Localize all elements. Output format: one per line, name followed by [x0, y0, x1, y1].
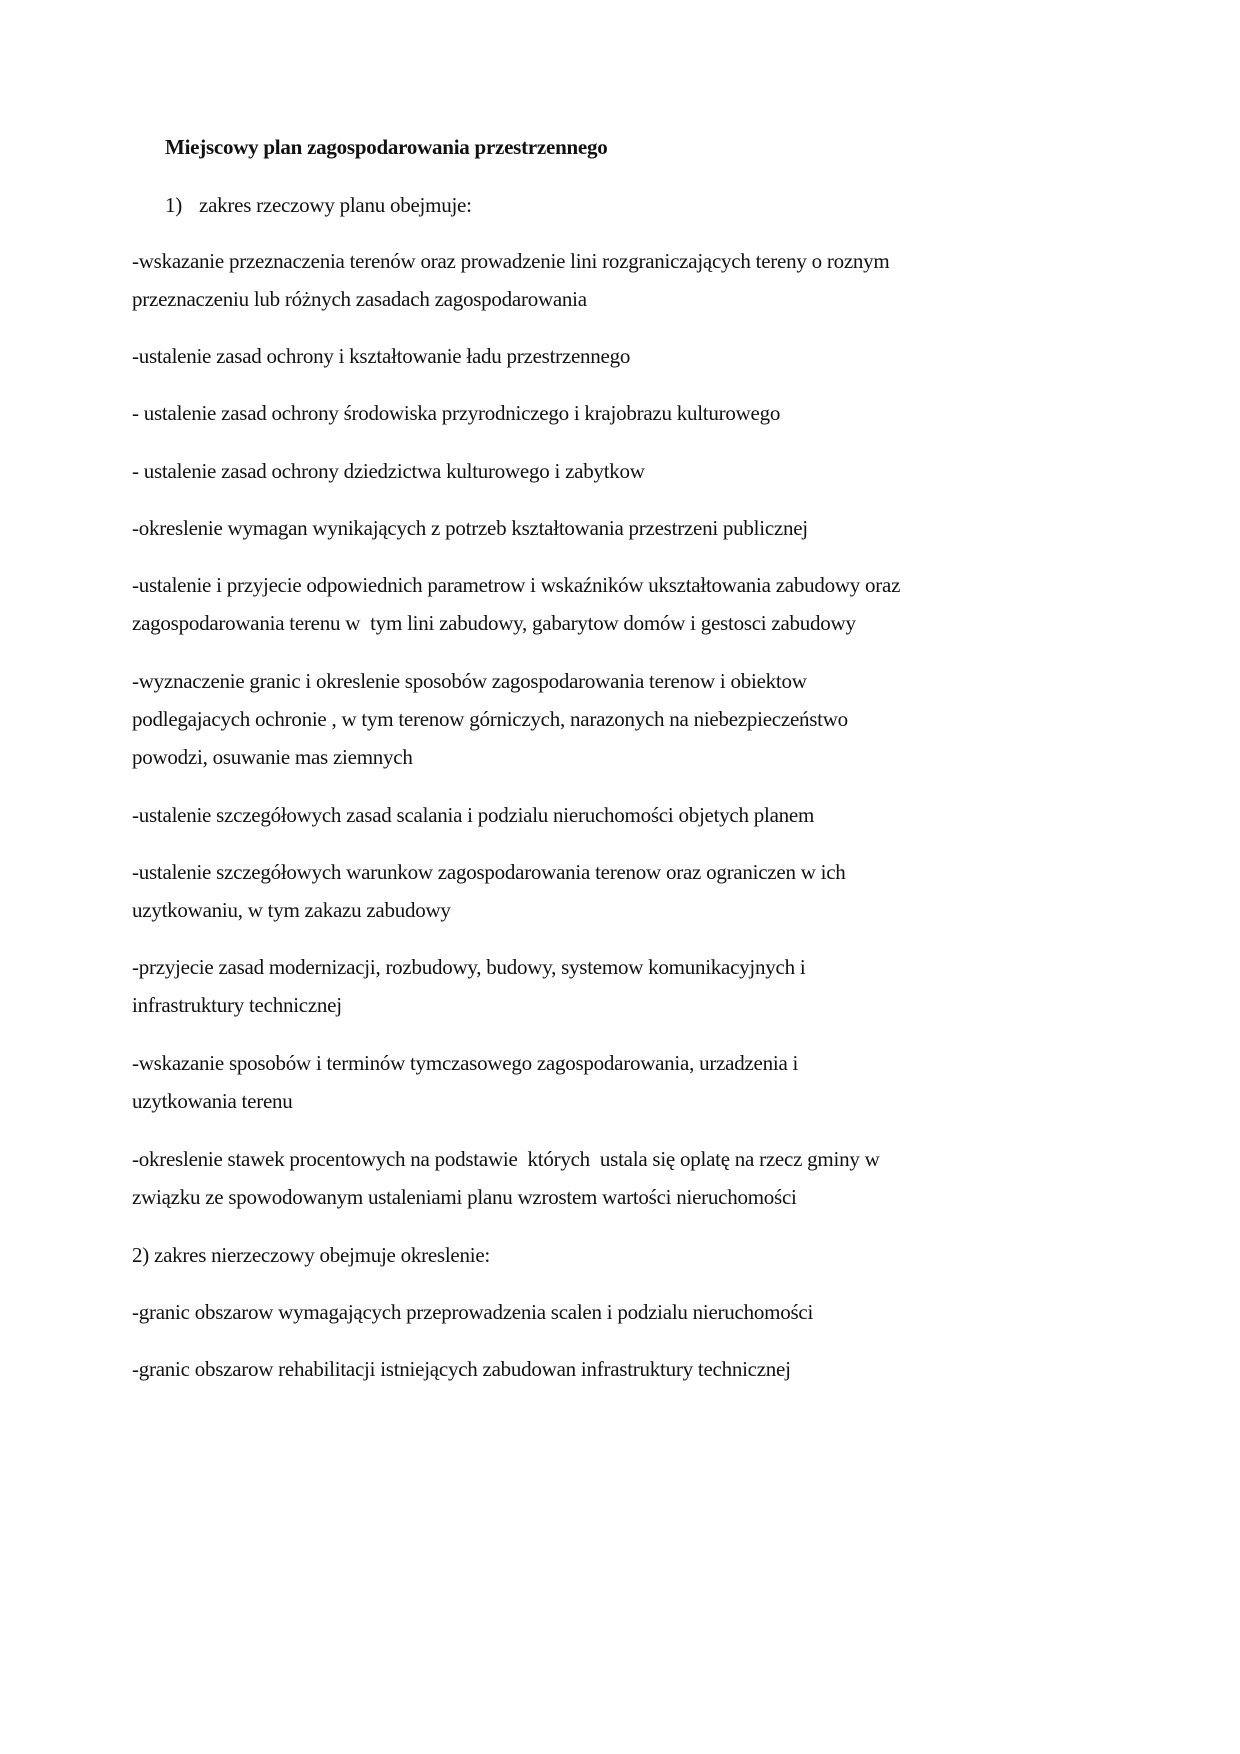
- list-item-line: infrastruktury technicznej: [132, 993, 342, 1017]
- section-1-number: 1): [165, 193, 182, 217]
- list-item-line: -ustalenie szczegółowych warunkow zagospodarowania terenow oraz ograniczen w ich: [132, 860, 846, 884]
- list-item-line: -ustalenie zasad ochrony i kształtowanie ładu przestrzennego: [132, 344, 631, 368]
- section-1-heading: zakres rzeczowy planu obejmuje:: [199, 193, 472, 217]
- list-item-line: -ustalenie szczegółowych zasad scalania i podzialu nieruchomości objetych planem: [132, 803, 815, 827]
- list-item-line: -okreslenie wymagan wynikających z potrzeb kształtowania przestrzeni publicznej: [132, 516, 808, 540]
- list-item-line: przeznaczeniu lub różnych zasadach zagospodarowania: [132, 287, 587, 311]
- list-item-line: -granic obszarow wymagających przeprowadzenia scalen i podzialu nieruchomości: [132, 1300, 814, 1324]
- list-item-line: podlegajacych ochronie , w tym terenow górniczych, narazonych na niebezpieczeństwo: [132, 707, 848, 731]
- list-item-line: uzytkowania terenu: [132, 1089, 293, 1113]
- list-item-line: -wskazanie sposobów i terminów tymczasowego zagospodarowania, urzadzenia i: [132, 1051, 799, 1075]
- list-item-line: -okreslenie stawek procentowych na podstawie których ustala się oplatę na rzecz gminy w: [132, 1147, 880, 1171]
- list-item-line: -wskazanie przeznaczenia terenów oraz prowadzenie lini rozgraniczających tereny o roznym: [132, 249, 890, 273]
- section-2-heading: 2) zakres nierzeczowy obejmuje okreslenie:: [132, 1243, 490, 1267]
- list-item-line: -granic obszarow rehabilitacji istniejących zabudowan infrastruktury technicznej: [132, 1357, 791, 1381]
- list-item-line: -ustalenie i przyjecie odpowiednich parametrow i wskaźników ukształtowania zabudowy oraz: [132, 573, 901, 597]
- list-item-line: -przyjecie zasad modernizacji, rozbudowy, budowy, systemow komunikacyjnych i: [132, 955, 806, 979]
- list-item-line: - ustalenie zasad ochrony środowiska przyrodniczego i krajobrazu kulturowego: [132, 401, 781, 425]
- list-item-line: uzytkowaniu, w tym zakazu zabudowy: [132, 898, 451, 922]
- list-item-line: związku ze spowodowanym ustaleniami planu wzrostem wartości nieruchomości: [132, 1185, 797, 1209]
- list-item-line: - ustalenie zasad ochrony dziedzictwa kulturowego i zabytkow: [132, 459, 645, 483]
- list-item-line: powodzi, osuwanie mas ziemnych: [132, 745, 413, 769]
- document-title: Miejscowy plan zagospodarowania przestrzennego: [165, 135, 608, 159]
- list-item-line: -wyznaczenie granic i okreslenie sposobów zagospodarowania terenow i obiektow: [132, 669, 807, 693]
- list-item-line: zagospodarowania terenu w tym lini zabudowy, gabarytow domów i gestosci zabudowy: [132, 611, 856, 635]
